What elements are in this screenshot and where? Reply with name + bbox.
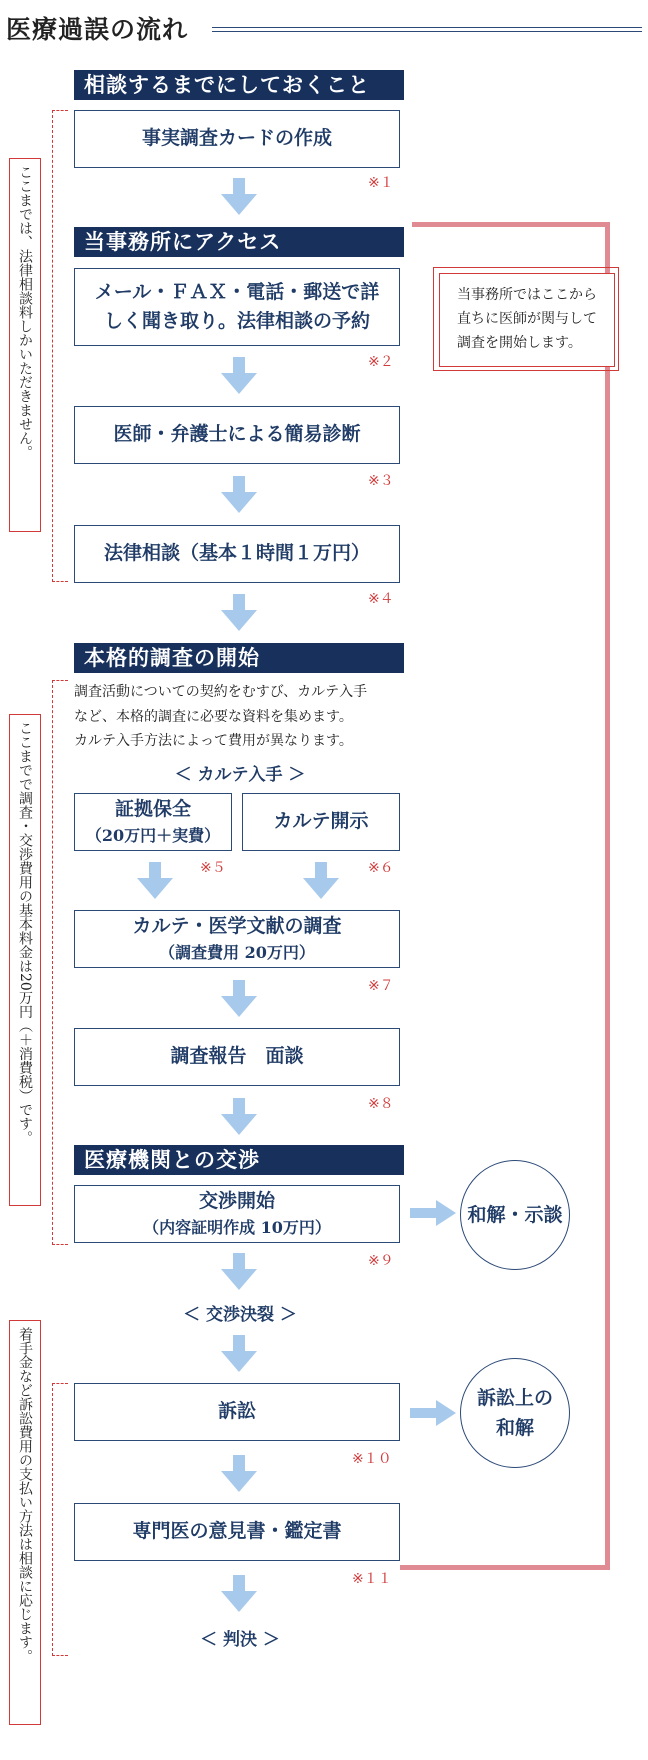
note-1: ※１ — [368, 175, 394, 191]
doctor-note-line: 調査を開始します。 — [457, 334, 582, 351]
doctor-involvement-line-bottom — [400, 1565, 610, 1570]
step-lawsuit: 訴訟 — [74, 1383, 400, 1441]
down-arrow — [219, 357, 259, 395]
down-arrow — [219, 1455, 259, 1493]
down-arrow — [219, 476, 259, 514]
title-rule — [212, 27, 642, 32]
note-5: ※５ — [200, 860, 226, 876]
outcome-court-settlement-line: 和解 — [495, 1417, 534, 1439]
label-karte: ＜ カルテ入手 ＞ — [174, 765, 306, 785]
note-2: ※２ — [368, 354, 394, 370]
step-preservation — [74, 793, 232, 851]
label-judgment: ＜ 判決 ＞ — [200, 1630, 280, 1650]
bracket-free — [52, 110, 68, 582]
section-negotiation: 医療機関との交渉 — [74, 1145, 404, 1175]
down-arrow — [219, 1098, 259, 1136]
step-negotiation-title: 交渉開始 — [198, 1189, 275, 1212]
investigation-text — [74, 680, 414, 754]
down-arrow — [219, 178, 259, 216]
investigation-text-line: など、本格的調査に必要な資料を集めます。 — [74, 708, 353, 725]
section-investigation: 本格的調査の開始 — [74, 643, 404, 673]
note-10: ※１０ — [352, 1451, 392, 1467]
page-title: 医療過誤の流れ — [6, 15, 189, 44]
side-note-lawsuit-fee: 着手金など訴訟費用の支払い方法は相談に応じます。 — [9, 1320, 41, 1725]
step-inquiry-line: メール・ＦＡＸ・電話・郵送で詳 — [94, 280, 380, 303]
investigation-text-line: 調査活動についての契約をむすび、カルテ入手 — [74, 684, 368, 700]
note-4: ※４ — [368, 591, 394, 607]
step-negotiation-cost: （内容証明作成 10万円） — [143, 1218, 331, 1238]
down-arrow — [219, 1335, 259, 1373]
step-preservation-title: 証拠保全 — [114, 797, 191, 820]
bracket-lawsuit — [52, 1383, 68, 1656]
note-6: ※６ — [368, 860, 394, 876]
doctor-involvement-line-vertical — [605, 222, 610, 1570]
bracket-fee — [52, 680, 68, 1245]
note-7: ※７ — [368, 978, 394, 994]
step-research — [74, 910, 400, 968]
step-research-title: カルテ・医学文献の調査 — [132, 914, 342, 937]
doctor-note-line: 直ちに医師が関与して — [457, 311, 597, 328]
step-consult: 法律相談（基本１時間１万円） — [74, 525, 400, 583]
step-research-cost: （調査費用 20万円） — [159, 943, 315, 963]
outcome-settlement: 和解・示談 — [460, 1160, 570, 1270]
step-card: 事実調査カードの作成 — [74, 110, 400, 168]
note-8: ※８ — [368, 1096, 394, 1112]
step-inquiry — [74, 268, 400, 346]
step-preservation-cost: （20万円＋実費） — [85, 826, 221, 846]
step-report: 調査報告 面談 — [74, 1028, 400, 1086]
right-arrow — [410, 1200, 456, 1226]
note-3: ※３ — [368, 473, 394, 489]
side-note-free: ここまでは、法律相談料しかいただきません。 — [9, 158, 41, 532]
side-note-fee: ここまでで調査・交渉費用の基本料金は20万円（＋消費税）です。 — [9, 714, 41, 1206]
outcome-court-settlement — [460, 1358, 570, 1468]
note-9: ※９ — [368, 1253, 394, 1269]
down-arrow — [219, 594, 259, 632]
down-arrow — [219, 1253, 259, 1291]
right-arrow — [410, 1400, 456, 1426]
section-access: 当事務所にアクセス — [74, 227, 404, 257]
investigation-text-line: カルテ入手方法によって費用が異なります。 — [74, 733, 353, 749]
note-11: ※１１ — [352, 1571, 392, 1587]
doctor-note-line: 当事務所ではここから — [457, 287, 597, 304]
step-negotiation — [74, 1185, 400, 1243]
step-inquiry-line: しく聞き取り。法律相談の予約 — [103, 310, 370, 332]
section-prep: 相談するまでにしておくこと — [74, 70, 404, 100]
doctor-involvement-line-top — [412, 222, 610, 227]
step-diagnosis: 医師・弁護士による簡易診断 — [74, 406, 400, 464]
down-arrow — [219, 980, 259, 1018]
down-arrow — [219, 1575, 259, 1613]
outcome-court-settlement-line: 訴訟上の — [476, 1386, 553, 1409]
label-breakdown: ＜ 交渉決裂 ＞ — [183, 1305, 297, 1325]
down-arrow — [301, 862, 341, 900]
step-disclosure: カルテ開示 — [242, 793, 400, 851]
step-opinion: 専門医の意見書・鑑定書 — [74, 1503, 400, 1561]
down-arrow — [135, 862, 175, 900]
doctor-note — [439, 273, 615, 367]
